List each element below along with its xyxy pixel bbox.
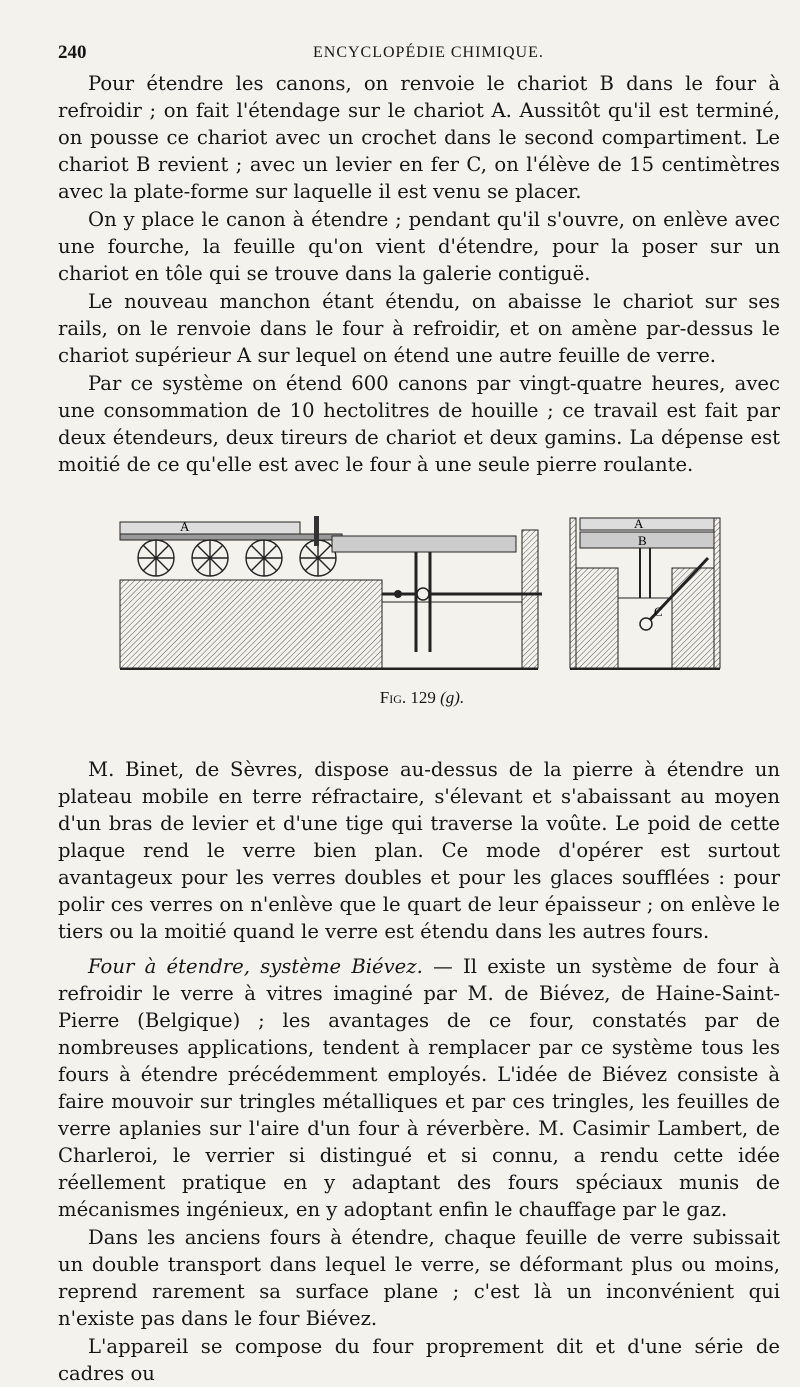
body-text-bottom [58,756,780,1387]
paragraph-bievez [58,953,780,1223]
section-heading: Four à étendre, système Biévez. [88,955,423,978]
caption-label: Fig. [379,688,407,707]
running-title: ENCYCLOPÉDIE CHIMIQUE. [313,44,544,61]
page-header [58,42,760,70]
wheel-row [138,540,336,576]
pit-right [618,598,672,668]
carriage-b-section [580,532,714,548]
carriage-a-section [580,518,714,530]
letter-a-side: A [180,519,190,534]
caption-suffix: (g). [440,688,465,707]
pit-left [382,602,522,668]
letter-c: C [654,604,663,619]
wall-left [522,530,538,668]
masonry-left [120,580,382,668]
figure-129 [118,512,726,722]
figure-caption [118,688,726,708]
furnace-engraving [118,512,726,682]
paragraph: M. Binet, de Sèvres, dispose au-dessus de la pierre à étendre un plateau mobile en terre réfractaire, s'élevant et s'abaissant au moyen d'un bras de levier et d'une tige qui traverse la voûte. Le poid de cette plaque rend le verre bien plan. Ce mode d'opérer est surtout avantageux pour les verres doubles et pour les glaces soufflées : pour polir ces verres on n'enlève que le quart de leur épaisseur ; on enlève le tiers ou la moitié quand le verre est étendu dans les autres fours. [58,758,780,943]
paragraph: L'appareil se compose du four proprement dit et d'une série de cadres ou [58,1335,780,1385]
carriage-a [120,522,300,534]
paragraph: Pour étendre les canons, on renvoie le chariot B dans le four à refroidir ; on fait l'étendage sur le chariot A. Aussitôt qu'il est terminé, on pousse ce chariot avec un crochet dans le second compartiment. Le chariot B revient ; avec un levier en fer C, on l'élève de 15 centimètres avec la plate-forme sur laquelle il est venu se placer. [58,72,780,203]
paragraph: Par ce système on étend 600 canons par vingt-quatre heures, avec une consommation de 10 hectolitres de houille ; ce travail est fait par deux étendeurs, deux tireurs de chariot et deux gamins. La dépense est moitié de ce qu'elle est avec le four à une seule pierre roulante. [58,372,780,476]
letter-a-section: A [634,516,644,531]
section-text: — Il existe un système de four à refroidir le verre à vitres imaginé par M. de Biévez, de Haine-Saint-Pierre (Belgique) ; les avantages de ce four, constatés par de nombreuses applications, tendent à remplacer par ce système tous les fours à étendre précédemment employés. L'idée de Biévez consiste à faire mouvoir sur tringles métalliques et par ces tringles, les feuilles de verre aplanies sur l'aire d'un four à réverbère. M. Casimir Lambert, de Charleroi, le verrier si distingué et si connu, a rendu cette idée réellement pratique en y adaptant des fours spéciaux munis de mécanismes ingénieux, en y adoptant enfin le chauffage par le gaz. [58,955,781,1221]
letter-b-section: B [638,533,647,548]
page-number: 240 [58,42,87,63]
body-text-top [58,70,780,478]
paragraph: Dans les anciens fours à étendre, chaque feuille de verre subissait un double transport dans lequel le verre, se déformant plus ou moins, reprend rarement sa surface plane ; c'est là un inconvénient qui n'existe pas dans le four Biévez. [58,1226,780,1330]
cross-section-view [570,516,720,670]
masonry-right-a [576,568,618,668]
paragraph: Le nouveau manchon étant étendu, on abaisse le chariot sur ses rails, on le renvoie dans le four à refroidir, et on amène par-dessus le chariot supérieur A sur lequel on étend une autre feuille de verre. [58,290,780,367]
caption-number: 129 [410,688,436,707]
masonry-right-b [672,568,714,668]
carriage-b [332,536,516,552]
side-view [120,516,542,670]
paragraph: On y place le canon à étendre ; pendant qu'il s'ouvre, on enlève avec une fourche, la feuille qu'on vient d'étendre, pour la poser sur un chariot en tôle qui se trouve dans la galerie contiguë. [58,208,780,285]
